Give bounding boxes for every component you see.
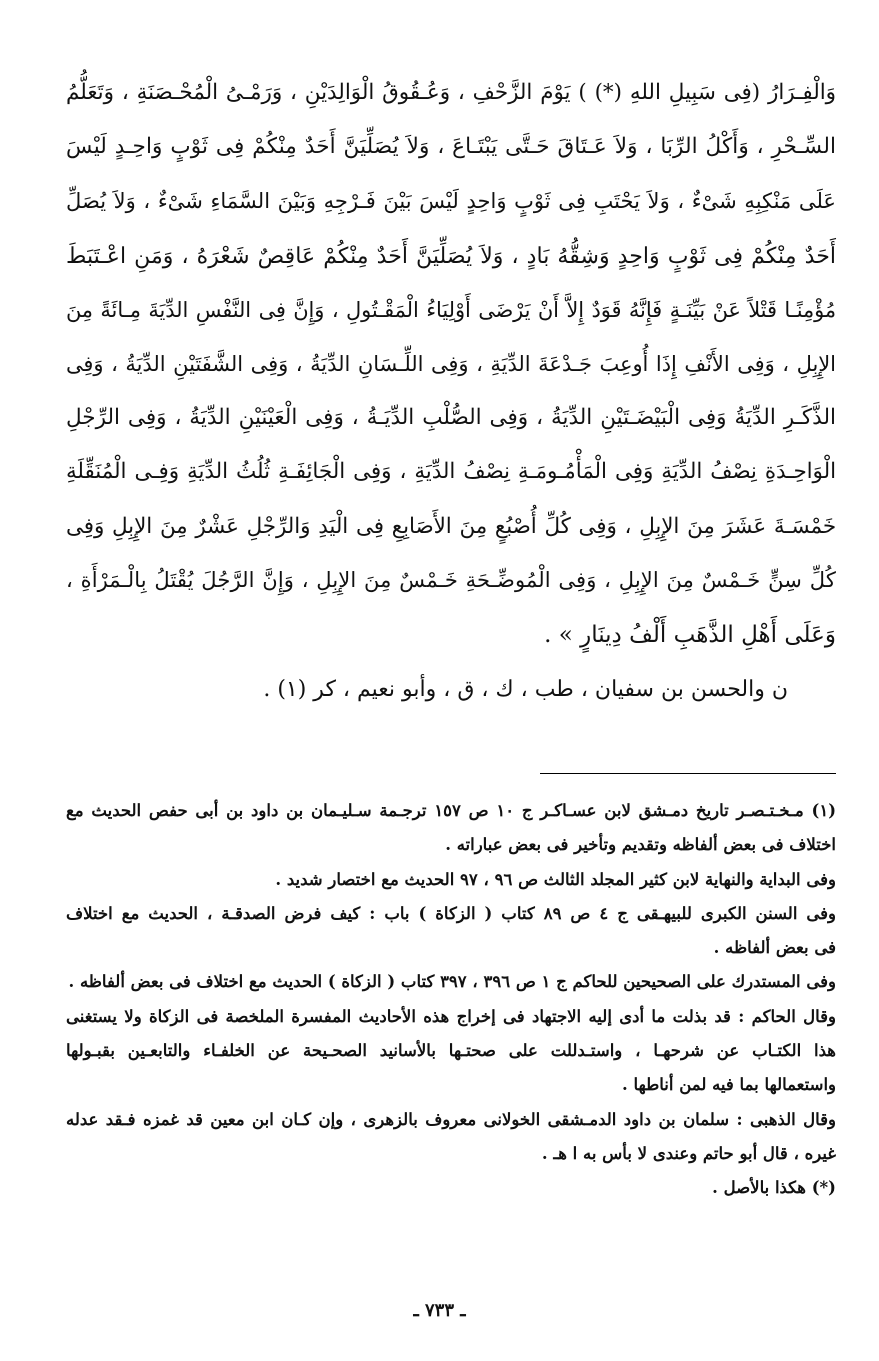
footnote-line: وقال الذهبى : سلمان بن داود الدمـشقى الخولانى معروف بالزهرى ، وإن كـان ابن معين قد غمزه فـقد عدله xyxy=(66,1109,836,1129)
footnote-line: غيره ، قال أبو حاتم وعندى لا بأس به ا هـ . xyxy=(541,1143,836,1163)
text-line-7: الذَّكَـرِ الدِّيَةُ وَفِى الْبَيْضَـتَيْنِ الدِّيَةُ ، وَفِى الصُّلْبِ الدِّيَـةُ ، وَفِى الْعَيْنَيْنِ الدِّيَةُ ، وَفِى الرِّجْلِ xyxy=(66,405,836,431)
text-line-10: كُلِّ سِنٍّ خَـمْسٌ مِنَ الإِبِلِ ، وَفِى الْمُوضِّـحَةِ خَـمْسٌ مِنَ الإِبِلِ ، وَإِنَّ الرَّجُلَ يُقْتَلُ بِالْـمَرْأَةِ ، xyxy=(66,567,836,593)
footnote-line: وفى السنن الكبرى للبيهـقى ج ٤ ص ٨٩ كتاب ( الزكاة ) باب : كيف فرض الصدقـة ، الحديث مع اختلاف xyxy=(66,903,837,923)
footnote-line: وفى المستدرك على الصحيحين للحاكم ج ١ ص ٣٩٦ ، ٣٩٧ كتاب ( الزكاة ) الحديث مع اختلاف فى بعض ألفاظه . xyxy=(68,972,836,992)
footnote-line: فى بعض ألفاظه . xyxy=(713,938,836,958)
footnote-line: هذا الكتـاب عن شرحهـا ، واستـدللت على صحتـها بالأسانيد الصحـيحة عن الخلفـاء والتابعـين بقبـولها xyxy=(66,1041,836,1061)
footnote-line: (١) مـخـتـصـر تاريخ دمـشق لابن عسـاكـر ج ١٠ ص ١٥٧ ترجـمة سـليـمان بن داود بن أبى حفص الحديث مع xyxy=(66,801,837,820)
footnote-divider xyxy=(540,773,836,774)
text-line-1: وَالْفِـرَارُ (فِى سَبِيلِ اللهِ (*) ) يَوْمَ الزَّحْفِ ، وَعُـقُوقُ الْوَالِدَيْنِ ، وَرَمْـىُ الْمُحْـصَنَةِ ، وَتَعَلُّمُ xyxy=(66,80,836,105)
text-line-8: الْوَاحِـدَةِ نِصْفُ الدِّيَةِ وَفِى الْمَأْمُـومَـةِ نِصْفُ الدِّيَةِ ، وَفِى الْجَائِفَـةِ ثُلُثُ الدِّيَةِ وَفِـى الْمُنَقِّلَةِ xyxy=(66,459,836,485)
text-line-6: الإِبِلِ ، وَفِى الأَنْفِ إِذَا أُوعِبَ جَـدْعَةَ الدِّيَةِ ، وَفِى اللِّـسَانِ الدِّيَةُ ، وَفِى الشَّفَتَيْنِ الدِّيَةُ ، وَفِى xyxy=(66,351,836,376)
text-line-5: مُؤْمِنًـا قَتْلاً عَنْ بَيِّنَـةٍ فَإِنَّهُ قَوَدٌ إِلاَّ أَنْ يَرْضَى أَوْلِيَاءُ الْمَقْـتُولِ ، وَإِنَّ فِى النَّفْسِ الدِّيَةَ مِـائَةً مِنَ xyxy=(66,297,836,322)
text-line-11: وَعَلَى أَهْلِ الذَّهَبِ أَلْفُ دِينَارٍ » . xyxy=(544,621,836,648)
footnote-line: وفى البداية والنهاية لابن كثير المجلد الثالث ص ٩٦ ، ٩٧ الحديث مع اختصار شديد . xyxy=(275,869,836,889)
footnote-line: وقال الحاكم : قد بذلت ما أدى إليه الاجتهاد فى إخراج هذه الأحاديث المفسرة الملخصة فى الزكاة ولا يستغنى xyxy=(66,1006,836,1026)
text-line-2: السِّـحْرِ ، وَأَكْلُ الرِّبَا ، وَلاَ عَـتَاقَ حَـتَّى يَبْتَـاعَ ، وَلاَ يُصَلِّيَنَّ أَحَدٌ مِنْكُمْ فِى ثَوْبٍ وَاحِـدٍ لَيْسَ xyxy=(66,134,836,160)
footnote-line: (*) هكذا بالأصل . xyxy=(712,1178,836,1198)
text-line-9: خَمْسَـةَ عَشَرَ مِنَ الإِبِلِ ، وَفِى كُلِّ أُصْبُعٍ مِنَ الأَصَابِعِ فِى الْيَدِ وَالرِّجْلِ عَشْرٌ مِنَ الإِبِلِ وَفِى xyxy=(66,513,836,539)
page-number: ـ ٧٣٣ ـ xyxy=(413,1300,466,1321)
source-references: ن والحسن بن سفيان ، طب ، ك ، ق ، وأبو نعيم ، كر (١) . xyxy=(263,677,788,702)
footnote-line: اختلاف فى بعض ألفاظه وتقديم وتأخير فى بعض عباراته . xyxy=(445,835,836,855)
hadith-text xyxy=(66,66,836,662)
text-line-4: أَحَدٌ مِنْكُمْ فِى ثَوْبٍ وَاحِدٍ وَشِقُّهُ بَادٍ ، وَلاَ يُصَلِّيَنَّ أَحَدٌ مِنْكُمْ عَاقِصٌ شَعْرَهُ ، وَمَنِ اعْـتَبَطَ xyxy=(66,242,836,269)
footnote-line: واستعمالها بما فيه لمن أناطها . xyxy=(622,1075,836,1095)
text-line-3: عَلَى مَنْكِبِهِ شَىْءٌ ، وَلاَ يَحْتَبِ فِى ثَوْبٍ وَاحِدٍ لَيْسَ بَيْنَ فَـرْجِهِ وَبَيْنَ السَّمَاءِ شَىْءٌ ، وَلاَ يُصَلِّ xyxy=(66,188,836,214)
footnotes xyxy=(66,794,836,1206)
